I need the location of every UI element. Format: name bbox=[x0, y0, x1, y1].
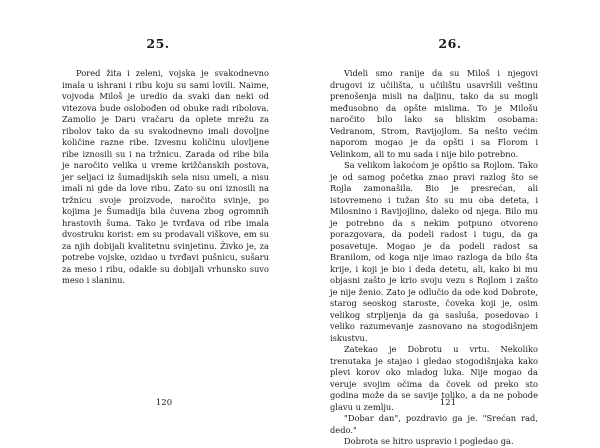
paragraph: Dobrota se hitro uspravio i pogledao ga. bbox=[344, 436, 514, 446]
page-number: 120 bbox=[155, 398, 173, 408]
paragraph: Zatekao je Dobrotu u vrtu. Nekoliko trenutaka je stajao i gledao stogodišnjaka kako plevi korov oko mladog luka. Nije mogao da veruje svojim očima da čovek od preko sto godina može da se savije toliko, a da ne pobode glavu u zemlju. bbox=[330, 344, 538, 412]
chapter-body bbox=[62, 68, 269, 287]
chapter-title: 25. bbox=[146, 36, 170, 51]
paragraph: Videli smo ranije da su Miloš i njegovi drugovi iz učilišta, u učilištu usavršili veštinu prenošenja misli na daljinu, tako da su mogli međusobno da opšte mislima. To je Milošu naročito bilo lako sa bliskim osobama: Vedranom, Strom, Ravijojlom. Sa nešto većim naporom mogao je da opšti i sa Florom i Velinkom, ali to mu sada i nije bilo potrebno. bbox=[330, 68, 538, 159]
right-page bbox=[300, 0, 600, 446]
paragraph: Pored žita i zeleni, vojska je svakodnevno imala u ishrani i ribu koju su sami lovili. Naime, vojvoda Miloš je uredio da svaki dan neki od vitezova bude oslobođen od obuke radi ribolova. Zamolio je Daru vračaru da oplete mrežu za ribolov tako da su svakodnevno imali dovoljne količine razne ribe. Izvesnu količinu ulovljene ribe iznosili su i na tržnicu. Zarada od ribe bila je naročito velika u vreme križčanskih postova, jer seljaci iz šumadijskih sela nisu umeli, a nisu imali ni gde da love ribu. Zato su oni iznosili na tržnicu svoje proizvode, naročito svinje, po kojima je Šumadija bila čuvena zbog ogromnih hrastovih šuma. Tako je tvrđava od ribe imala dvostruku korist: em su prodavali viškove, em su za njih dobijali kvalitetnu svinjetinu. Živko je, za potrebe vojske, ozidao u tvrđavi pušnicu, sušaru za meso i ribu, odakle su dobijali vrhunsko suvo meso i slaninu. bbox=[62, 68, 269, 285]
paragraph: "Dobar dan", pozdravio ga je. "Srećan rad, dedo." bbox=[330, 413, 538, 435]
chapter-body bbox=[330, 68, 538, 448]
left-page bbox=[0, 0, 300, 424]
paragraph: Sa velikom lakoćom je opštio sa Rojlom. Tako je od samog početka znao pravi razlog što se Rojla zamonašila. Bio je presrećan, ali istovremeno i tužan što su mu oba deteta, i Milosnino i Ravijojlino, daleko od njega. Bilo mu je potrebno da s nekim potpuno otvoreno porazgovara, da podeli radost i tugu, da ga posavetuje. Mogao je da podeli radost sa Branilom, od koga nije imao razloga da bilo šta krije, i koji je bio i deda detetu, ali, kako bi mu objasni zašto je krio svoju vezu s Rojlom i zašto je nije ženio. Zato je odlučio da ode kod Dobrote, starog seoskog staroste, čoveka koji je, osim velikog strpljenja da ga sasluša, posedovao i veliko razumevanje zasnovano na stogodišnjem iskustvu. bbox=[330, 160, 538, 343]
chapter-title: 26. bbox=[438, 36, 462, 51]
page-number: 121 bbox=[439, 398, 457, 408]
